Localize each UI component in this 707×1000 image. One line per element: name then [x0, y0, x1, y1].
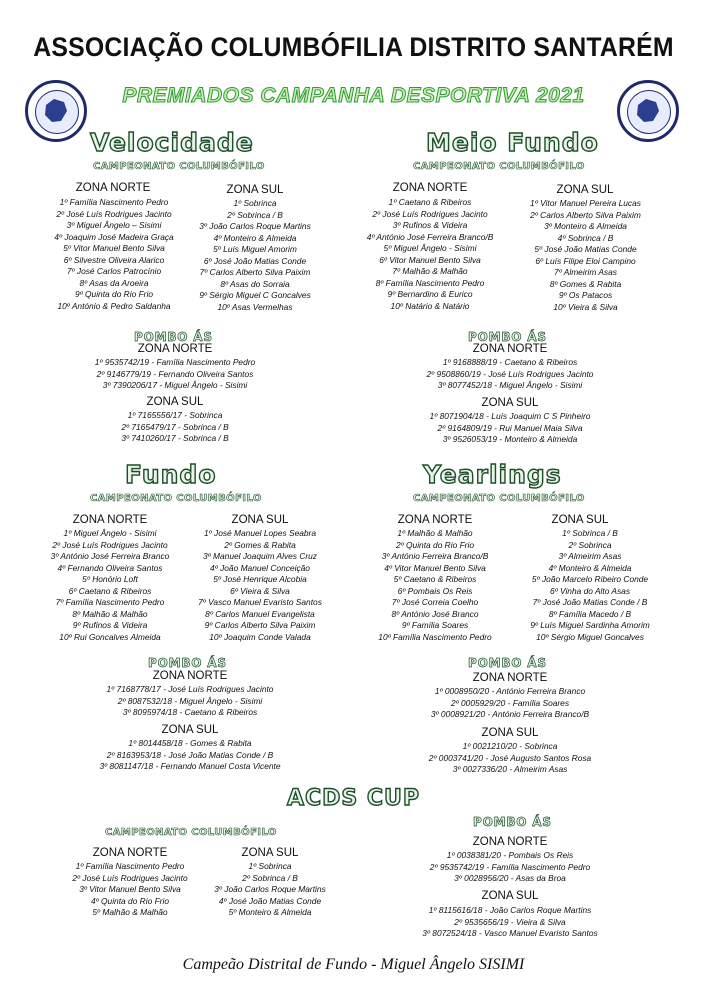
- list-item: 10º Rui Goncalves Almeida: [59, 631, 161, 642]
- list-item: 1º Sobrinca / B: [562, 528, 618, 538]
- zona-norte-heading: ZONA NORTE: [392, 182, 468, 194]
- list-item: 6º Vinha do Alto Asas: [549, 585, 631, 596]
- list-item: 2º 9535656/19 - Vieira & Silva: [454, 916, 566, 927]
- footer-champion: Campeão Distrital de Fundo - Miguel Ângelo SISIMI: [182, 956, 525, 973]
- zona-sul-heading: ZONA SUL: [551, 514, 609, 526]
- list-item: 4º António José Ferreira Branco/B: [366, 231, 494, 242]
- list-item: 1º 0038381/20 - Pombais Os Reis: [446, 850, 574, 860]
- list-item: 9º Rufinos & Videira: [72, 620, 148, 630]
- list-item: 2º Gomes & Rabita: [224, 539, 296, 550]
- list-item: 2º 8087532/18 - Miguel Ângelo - Sisimi: [117, 695, 263, 706]
- list-item: 5º José Henrique Alcobia: [213, 574, 307, 584]
- list-item: 5º João Marcelo Ribeiro Conde: [531, 574, 649, 584]
- list-item: 3º 0008921/20 - António Ferreira Branco/B: [430, 709, 590, 719]
- zona-sul-heading: ZONA SUL: [146, 396, 204, 408]
- list-item: 1º Sobrinca: [233, 198, 277, 208]
- list-item: 2º Quinta do Rio Frio: [395, 539, 474, 550]
- zona-sul-heading: ZONA SUL: [481, 397, 539, 409]
- list-item: 2º José Luís Rodrigues Jacinto: [72, 872, 188, 883]
- list-item: 5º Luís Miguel Amorim: [213, 244, 297, 254]
- list-item: 5º José João Matias Conde: [534, 244, 637, 254]
- list-item: 6º Luís Filipe Eloi Campino: [535, 255, 636, 266]
- list-item: 7º Carlos Alberto Silva Paixim: [199, 267, 311, 277]
- zona-norte-heading: ZONA NORTE: [72, 514, 148, 526]
- fundo-pombo-sul-list: [65, 738, 315, 773]
- list-item: 5º Miguel Ângelo - Sisimi: [383, 243, 477, 253]
- list-item: 1º 8115616/18 - João Carlos Roque Martins: [428, 905, 592, 915]
- list-item: 2º José Luís Rodrigues Jacinto: [56, 208, 172, 219]
- zona-sul-heading: ZONA SUL: [241, 847, 299, 859]
- section-title-fundo: Fundo: [125, 460, 217, 489]
- list-item: 3º António Ferreira Branco/B: [381, 551, 489, 561]
- list-item: 3º 8095974/18 - Caetano & Ribeiros: [122, 707, 258, 717]
- zona-sul-heading: ZONA SUL: [481, 890, 539, 902]
- district-map-icon: [40, 95, 72, 127]
- list-item: 6º Vieira & Silva: [230, 585, 290, 596]
- list-item: 9º Os Patacos: [558, 290, 613, 300]
- list-item: 3º 7410260/17 - Sobrinca / B: [121, 433, 229, 443]
- list-item: 3º Vitor Manuel Bento Silva: [79, 884, 181, 894]
- pombo-as-heading: POMBO ÁS: [148, 656, 227, 670]
- list-item: 1º Família Nascimento Pedro: [59, 197, 169, 207]
- list-item: 9º Quinta do Rio Frio: [74, 289, 153, 299]
- zona-norte-heading: ZONA NORTE: [152, 670, 228, 682]
- list-item: 3º Monteiro & Almeida: [544, 221, 627, 231]
- list-item: 1º 8071904/18 - Luís Joaquim C S Pinheiro: [429, 411, 591, 421]
- section-title-yearlings: Yearlings: [423, 460, 562, 489]
- list-item: 7º Malhão & Malhão: [392, 266, 468, 276]
- list-item: 3º António José Ferreira Branco: [50, 551, 170, 561]
- list-item: 9º Carlos Alberto Silva Paixim: [204, 620, 316, 630]
- list-item: 8º Malhão & Malhão: [72, 608, 148, 619]
- zona-sul-heading: ZONA SUL: [556, 184, 614, 196]
- list-item: 4º Vitor Manuel Bento Silva: [384, 562, 486, 573]
- list-item: 5º Malhão & Malhão: [92, 907, 168, 917]
- campeonato-heading: CAMPEONATO COLUMBÓFILO: [413, 493, 585, 504]
- meio-fundo-sul-list: [508, 198, 663, 313]
- list-item: 1º 9535742/19 - Família Nascimento Pedro: [94, 357, 256, 367]
- list-item: 4º Monteiro & Almeida: [213, 232, 297, 243]
- list-item: 3º 0028956/20 - Asas da Broa: [454, 873, 566, 883]
- association-logo-right: [617, 80, 679, 142]
- list-item: 3º 8077452/18 - Miguel Ângelo - Sisimi: [437, 380, 583, 390]
- list-item: 3º João Carlos Roque Martins: [199, 221, 311, 231]
- pombo-as-heading: POMBO ÁS: [468, 656, 547, 670]
- list-item: 7º José Correia Coelho: [391, 597, 479, 607]
- list-item: 2º Sobrinca: [568, 539, 612, 550]
- list-item: 3º Miguel Ângelo – Sisimi: [66, 220, 162, 230]
- list-item: 2º José Luís Rodrigues Jacinto: [372, 208, 488, 219]
- list-item: 1º Família Nascimento Pedro: [75, 861, 185, 871]
- list-item: 7º Vasco Manuel Evaristo Santos: [198, 597, 322, 607]
- list-item: 7º José João Matias Conde / B: [532, 597, 648, 607]
- list-item: 6º Vitor Manuel Bento Silva: [379, 254, 481, 265]
- list-item: 2º 9535742/19 - Família Nascimento Pedro: [429, 861, 591, 872]
- list-item: 4º Sobrinca / B: [557, 232, 614, 243]
- list-item: 9º Família Soares: [401, 620, 469, 630]
- zona-norte-heading: ZONA NORTE: [472, 672, 548, 684]
- acds-sul-list: [195, 861, 345, 919]
- list-item: 2º 9146779/19 - Fernando Oliveira Santos: [96, 368, 254, 379]
- list-item: 2º 9508860/19 - José Luís Rodrigues Jacinto: [426, 368, 594, 379]
- zona-sul-heading: ZONA SUL: [226, 184, 284, 196]
- list-item: 1º José Manuel Lopes Seabra: [203, 528, 316, 538]
- list-item: 10º Joaquim Conde Valada: [209, 631, 311, 642]
- list-item: 6º Pombais Os Reis: [397, 585, 473, 596]
- list-item: 2º 0003741/20 - José Augusto Santos Rosa: [428, 752, 592, 763]
- list-item: 1º 7165556/17 - Sobrinca: [127, 410, 223, 420]
- list-item: 3º Rufinos & Videira: [392, 220, 468, 230]
- acds-pombo-norte-list: [385, 850, 635, 885]
- list-item: 2º 7165479/17 - Sobrinca / B: [121, 421, 229, 432]
- list-item: 1º 0008950/20 - António Ferreira Branco: [434, 686, 586, 696]
- list-item: 2º Sobrinca / B: [227, 209, 283, 220]
- page-title: ASSOCIAÇÃO COLUMBÓFILIA DISTRITO SANTARÉM: [33, 32, 674, 62]
- list-item: 5º Caetano & Ribeiros: [393, 574, 477, 584]
- list-item: 1º 7168778/17 - José Luís Rodrigues Jacinto: [106, 684, 274, 694]
- fundo-pombo-norte-list: [65, 684, 315, 719]
- zona-norte-heading: ZONA NORTE: [137, 343, 213, 355]
- list-item: 4º João Manuel Conceição: [210, 562, 310, 573]
- velocidade-pombo-sul-list: [55, 410, 295, 445]
- yearlings-norte-list: [340, 528, 530, 643]
- meio-fundo-pombo-sul-list: [385, 411, 635, 446]
- zona-norte-heading: ZONA NORTE: [75, 182, 151, 194]
- district-map-icon: [632, 95, 664, 127]
- list-item: 1º Caetano & Ribeiros: [388, 197, 472, 207]
- list-item: 7º Almeirim Asas: [554, 267, 617, 277]
- zona-norte-heading: ZONA NORTE: [397, 514, 473, 526]
- yearlings-sul-list: [505, 528, 675, 643]
- list-item: 2º Carlos Alberto Silva Paixim: [530, 209, 641, 220]
- list-item: 9º Bernardino & Eurico: [387, 289, 473, 299]
- list-item: 8º Família Nascimento Pedro: [375, 277, 485, 288]
- list-item: 9º Sérgio Miguel C Goncalves: [199, 290, 311, 300]
- pombo-as-heading: POMBO ÁS: [468, 330, 547, 344]
- fundo-sul-list: [175, 528, 345, 643]
- list-item: 3º Almeirim Asas: [558, 551, 622, 561]
- list-item: 8º Carlos Manuel Evangelista: [205, 608, 315, 619]
- list-item: 6º Silvestre Oliveira Alarico: [63, 254, 165, 265]
- list-item: 3º 7390206/17 - Miguel Ângelo - Sisimi: [102, 380, 248, 390]
- list-item: 4º Quinta do Rio Frio: [90, 895, 169, 906]
- list-item: 8º António José Branco: [391, 608, 479, 619]
- zona-norte-heading: ZONA NORTE: [92, 847, 168, 859]
- list-item: 4º Joaquim José Madeira Graça: [54, 231, 174, 242]
- association-logo-left: [25, 80, 87, 142]
- list-item: 9º Luís Miguel Sardinha Amorim: [530, 620, 650, 630]
- campeonato-heading: CAMPEONATO COLUMBÓFILO: [105, 827, 277, 838]
- zona-sul-heading: ZONA SUL: [161, 724, 219, 736]
- list-item: 2º 0005929/20 - Família Soares: [450, 697, 570, 708]
- list-item: 7º Família Nascimento Pedro: [55, 597, 165, 607]
- list-item: 2º 9164809/19 - Rui Manuel Maia Silva: [437, 422, 583, 433]
- section-title-meio-fundo: Meio Fundo: [426, 128, 599, 157]
- list-item: 4º Monteiro & Almeida: [548, 562, 632, 573]
- yearlings-pombo-sul-list: [385, 741, 635, 776]
- list-item: 10º Asas Vermelhas: [217, 301, 293, 312]
- list-item: 2º 8163953/18 - José João Matias Conde / B: [106, 749, 274, 760]
- pombo-as-heading: POMBO ÁS: [473, 815, 552, 829]
- campeonato-heading: CAMPEONATO COLUMBÓFILO: [413, 161, 585, 172]
- list-item: 4º Fernando Oliveira Santos: [57, 562, 163, 573]
- list-item: 10º Sérgio Miguel Goncalves: [536, 631, 644, 642]
- list-item: 2º José Luís Rodrigues Jacinto: [52, 539, 168, 550]
- velocidade-pombo-norte-list: [55, 357, 295, 392]
- list-item: 1º 8014458/18 - Gomes & Rabita: [128, 738, 252, 748]
- list-item: 1º Malhão & Malhão: [397, 528, 473, 538]
- list-item: 3º 8081147/18 - Fernando Manuel Costa Vicente: [99, 761, 281, 771]
- campeonato-heading: CAMPEONATO COLUMBÓFILO: [93, 161, 265, 172]
- pombo-as-heading: POMBO ÁS: [134, 330, 213, 344]
- list-item: 6º Caetano & Ribeiros: [68, 585, 152, 596]
- list-item: 1º Sobrinca: [248, 861, 292, 871]
- zona-sul-heading: ZONA SUL: [231, 514, 289, 526]
- list-item: 6º José João Matias Conde: [203, 255, 307, 266]
- list-item: 3º João Carlos Roque Martins: [214, 884, 326, 894]
- list-item: 7º José Carlos Patrocínio: [66, 266, 162, 276]
- yearlings-pombo-norte-list: [385, 686, 635, 721]
- list-item: 5º Monteiro & Almeida: [228, 907, 312, 917]
- section-title-acds-cup: ACDS CUP: [286, 786, 421, 811]
- list-item: 10º Família Nascimento Pedro: [378, 631, 492, 642]
- list-item: 1º Miguel Ângelo - Sisimi: [63, 528, 157, 538]
- list-item: 10º Natário & Natário: [390, 300, 470, 311]
- list-item: 3º 9526053/19 - Monteiro & Almeida: [442, 434, 578, 444]
- list-item: 2º Sobrinca / B: [242, 872, 298, 883]
- list-item: 3º 8072524/18 - Vasco Manuel Evaristo Santos: [422, 928, 598, 938]
- section-title-velocidade: Velocidade: [90, 128, 254, 157]
- zona-norte-heading: ZONA NORTE: [472, 343, 548, 355]
- list-item: 4º José João Matias Conde: [218, 895, 322, 906]
- list-item: 1º Vitor Manuel Pereira Lucas: [530, 198, 641, 208]
- list-item: 1º 0021210/20 - Sobrinca: [462, 741, 558, 751]
- list-item: 10º Vieira & Silva: [553, 301, 618, 312]
- list-item: 5º Vitor Manuel Bento Silva: [63, 243, 165, 253]
- zona-sul-heading: ZONA SUL: [481, 727, 539, 739]
- list-item: 8º Asas da Aroeira: [79, 277, 149, 288]
- meio-fundo-norte-list: [335, 197, 525, 312]
- list-item: 8º Gomes & Rabita: [549, 278, 622, 289]
- acds-pombo-sul-list: [385, 905, 635, 940]
- campeonato-heading: CAMPEONATO COLUMBÓFILO: [90, 493, 262, 504]
- meio-fundo-pombo-norte-list: [385, 357, 635, 392]
- list-item: 5º Honório Loft: [82, 574, 138, 584]
- list-item: 8º Família Macedo / B: [548, 608, 632, 619]
- list-item: 1º 9168888/19 - Caetano & Ribeiros: [442, 357, 578, 367]
- velocidade-sul-list: [180, 198, 330, 313]
- page-subtitle: PREMIADOS CAMPANHA DESPORTIVA 2021: [122, 84, 585, 107]
- list-item: 3º 0027336/20 - Almeirim Asas: [452, 764, 568, 774]
- zona-norte-heading: ZONA NORTE: [472, 836, 548, 848]
- list-item: 3º Manuel Joaquim Alves Cruz: [203, 551, 317, 561]
- list-item: 8º Asas do Sorraia: [220, 278, 290, 289]
- list-item: 10º António & Pedro Saldanha: [57, 300, 171, 311]
